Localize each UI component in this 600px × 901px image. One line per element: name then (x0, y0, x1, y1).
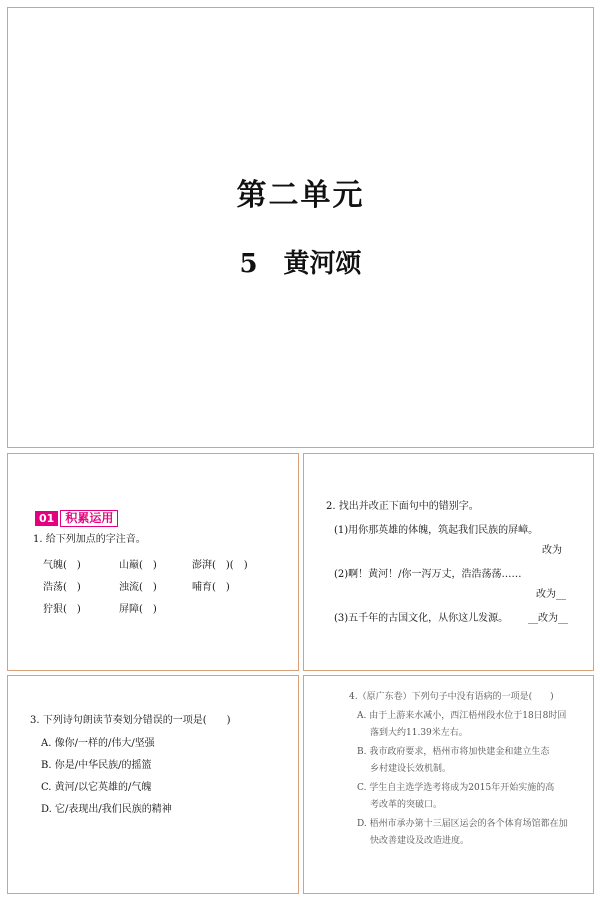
question-3-stem: 3. 下列诗句朗读节奏划分错误的一项是( ) (30, 715, 231, 726)
question-3-option: C. 黄河/以它英雄的/气魄 (41, 782, 152, 793)
question-3-slide (7, 675, 299, 894)
question-2-fix: 改为__ (536, 589, 566, 600)
question-2-slide (303, 453, 594, 671)
question-4-option: D. 梧州市承办第十三届区运会的各个体育场馆都在加 (357, 819, 568, 829)
question-4-option-cont: 乡村建设长效机制。 (370, 764, 452, 774)
question-2-item: (2)啊！黄河！/你一泻万丈，浩浩荡荡…… (334, 569, 522, 580)
question-4-option: B. 我市政府要求，梧州市将加快建金和建立生态 (357, 747, 550, 757)
question-1-slide (7, 453, 299, 671)
question-1-stem: 1. 给下列加点的字注音。 (33, 534, 146, 545)
lesson-title: 黄河颂 (283, 249, 362, 279)
section-tag (35, 510, 118, 527)
word-item: 山巅( ) (119, 560, 157, 571)
unit-title: 第二单元 (236, 178, 365, 213)
question-3-option: D. 它/表现出/我们民族的精神 (41, 804, 172, 815)
question-4-option-cont: 快改善建设及改造进度。 (370, 836, 470, 846)
question-3-option: B. 你是/中华民族/的摇篮 (41, 760, 152, 771)
question-4-option-cont: 考改革的突破口。 (370, 800, 443, 810)
word-item: 浊流( ) (119, 582, 157, 593)
word-item: 哺育( ) (192, 582, 230, 593)
question-2-fix: __改为__ (528, 613, 568, 624)
word-item: 浩荡( ) (43, 582, 81, 593)
title-slide (7, 7, 594, 448)
question-4-option: C. 学生自主选学选考将成为2015年开始实施的高 (357, 783, 555, 793)
word-item: 澎湃( )( ) (192, 560, 248, 571)
word-item: 狞狠( ) (43, 604, 81, 615)
question-2-stem: 2. 找出并改正下面句中的错别字。 (326, 501, 479, 512)
question-4-option-cont: 落到大约11.39米左右。 (370, 728, 468, 738)
question-2-fix: 改为 (542, 545, 562, 556)
word-item: 屏障( ) (119, 604, 157, 615)
lesson-number: 5 (239, 249, 258, 279)
lesson-title-row (8, 243, 593, 280)
question-2-item: (3)五千年的古国文化，从你这儿发源。 (334, 613, 509, 624)
question-3-option: A. 像你/一样的/伟大/坚强 (41, 738, 155, 749)
word-item: 气魄( ) (43, 560, 81, 571)
question-4-stem: 4.（原广东卷）下列句子中没有语病的一项是( ) (349, 692, 554, 702)
question-4-slide (303, 675, 594, 894)
section-label: 积累运用 (60, 510, 118, 527)
question-4-option: A. 由于上游来水减小，西江梧州段水位于18日8时回 (357, 711, 567, 721)
section-number-badge: 01 (35, 511, 58, 526)
question-2-item: (1)用你那英雄的体魄，筑起我们民族的屏嶂。 (334, 525, 539, 536)
